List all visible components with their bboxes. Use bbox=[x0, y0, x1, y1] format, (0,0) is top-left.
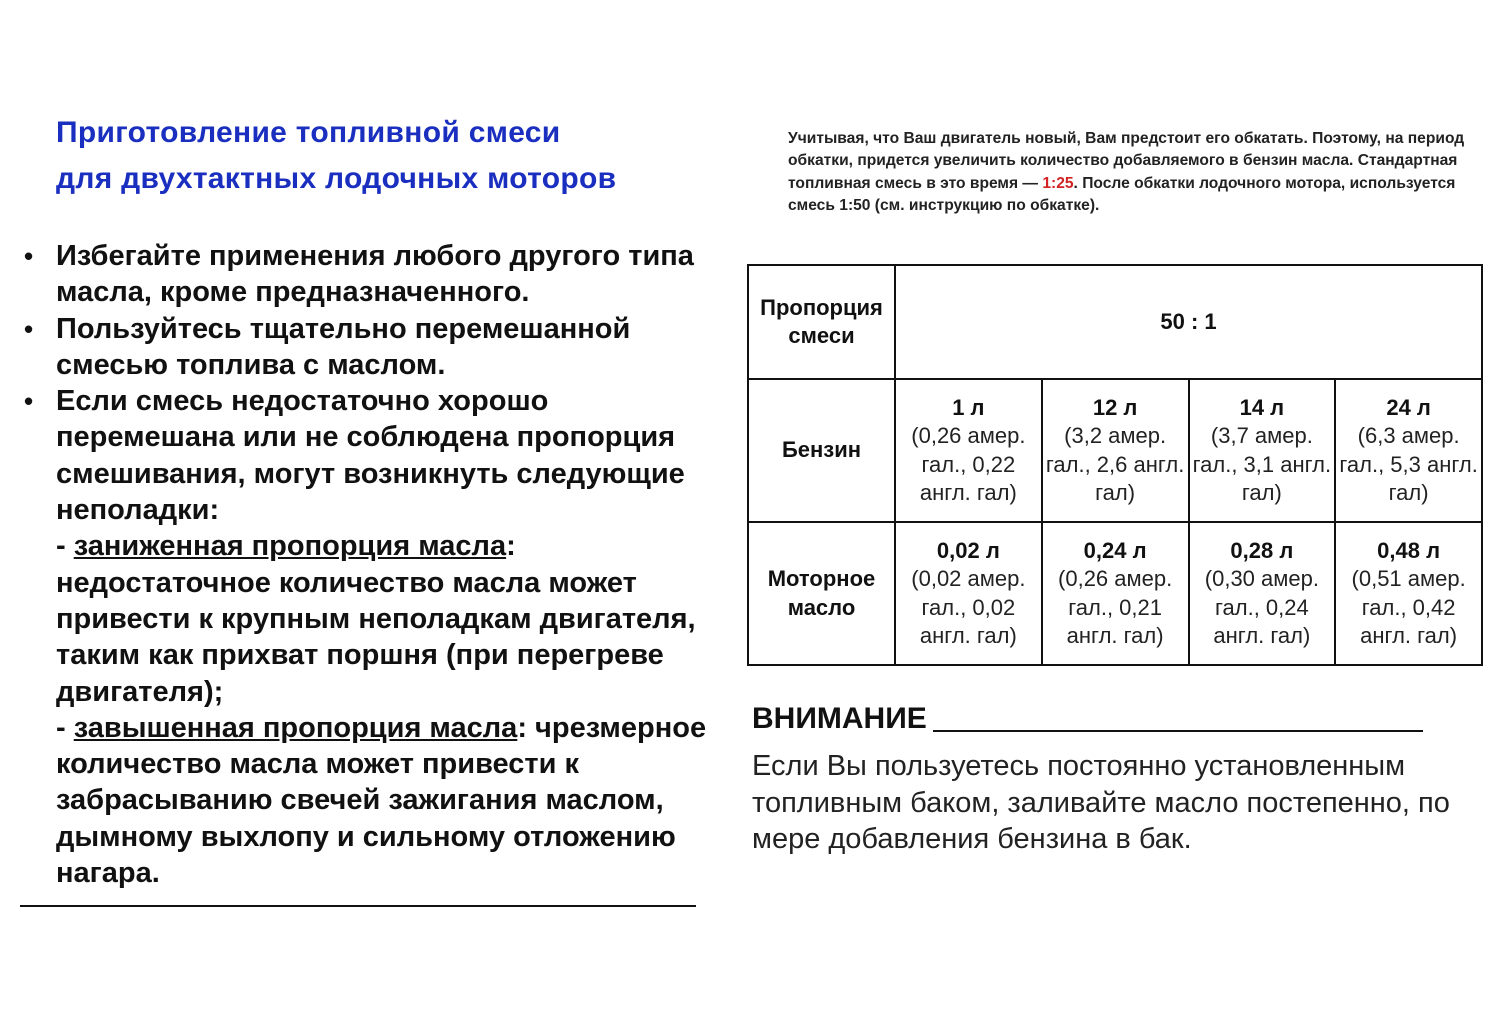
fuel-volume: 14 л bbox=[1239, 394, 1285, 420]
recommendations-list bbox=[24, 238, 724, 891]
table-cell bbox=[1189, 522, 1336, 665]
warning-heading bbox=[752, 700, 1442, 738]
fuel-detail: (3,2 амер. гал., 2,6 англ. гал) bbox=[1045, 423, 1185, 505]
warning-text: Если Вы пользуетесь постоянно установленным топливным баком, заливайте масло постепенно, по мере добавления бензина в бак. bbox=[752, 750, 1450, 855]
oil-volume: 0,24 л bbox=[1083, 537, 1147, 563]
table-row bbox=[748, 522, 1482, 665]
high-oil-label: завышенная пропорция масла bbox=[73, 711, 518, 744]
oil-volume: 0,48 л bbox=[1377, 537, 1441, 563]
fuel-volume: 12 л bbox=[1092, 394, 1138, 420]
fuel-volume: 1 л bbox=[952, 394, 985, 420]
title-line-2: для двухтактных лодочных моторов bbox=[56, 162, 617, 195]
table-cell bbox=[1042, 379, 1189, 522]
oil-volume: 0,28 л bbox=[1230, 537, 1294, 563]
fuel-detail: (0,26 амер. гал., 0,22 англ. гал) bbox=[911, 423, 1026, 505]
bullet-text-problems-intro: Если смесь недостаточно хорошо перемешана или не соблюдена пропорция смешивания, могут возникнуть следующие неполадки: bbox=[56, 385, 685, 527]
oil-detail: (0,02 амер. гал., 0,02 англ. гал) bbox=[911, 566, 1026, 648]
low-oil-label: заниженная пропорция масла bbox=[73, 530, 507, 563]
table-cell bbox=[1042, 522, 1189, 665]
page-title bbox=[56, 110, 736, 202]
oil-label-cell: Моторное масло bbox=[748, 522, 895, 665]
ratio-label-cell: Пропорция смеси bbox=[748, 265, 895, 379]
oil-volume: 0,02 л bbox=[936, 537, 1000, 563]
warning-title: ВНИМАНИЕ bbox=[752, 702, 927, 735]
fuel-detail: (6,3 амер. гал., 5,3 англ. гал) bbox=[1339, 423, 1478, 505]
break-in-intro bbox=[788, 128, 1478, 217]
section-divider bbox=[20, 905, 696, 907]
oil-detail: (0,51 амер. гал., 0,42 англ. гал) bbox=[1351, 566, 1466, 648]
high-oil-text: чрезмерное количество масла может привести к забрасыванию свечей зажигания маслом, дымному выхлопу и сильному отложению нагара. bbox=[56, 711, 707, 890]
list-item bbox=[24, 311, 724, 384]
title-line-1: Приготовление топливной смеси bbox=[56, 116, 561, 149]
table-cell bbox=[895, 379, 1042, 522]
fuel-mix-table bbox=[747, 264, 1483, 666]
oil-detail: (0,30 амер. гал., 0,24 англ. гал) bbox=[1204, 566, 1319, 648]
fuel-volume: 24 л bbox=[1386, 394, 1431, 420]
table-row bbox=[748, 379, 1482, 522]
low-oil-text: недостаточное количество масла может привести к крупным неполадкам двигателя, таким как прихват поршня (при перегреве двигателя); bbox=[56, 566, 696, 708]
table-row bbox=[748, 265, 1482, 379]
list-item bbox=[24, 238, 724, 311]
table-cell bbox=[895, 522, 1042, 665]
fuel-label-cell: Бензин bbox=[748, 379, 895, 522]
list-item: • Если смесь недостаточно хорошо перемешана или не соблюдена пропорция смешивания, могут возникнуть следующие неполадки: - заниженная пропорция масла: недостаточное количество масла может привести к крупным неполадкам двигателя, таким как прихват поршня (при перегреве двигателя); - завышенная пропорция масла: чрезмерное количество масла может привести к забрасыванию свечей зажигания маслом, дымному выхлопу и сильному отложению нагара. bbox=[24, 383, 724, 891]
fuel-detail: (3,7 амер. гал., 3,1 англ. гал) bbox=[1192, 423, 1332, 505]
table-cell bbox=[1335, 522, 1482, 665]
bullet-text-oil-type: Избегайте применения любого другого типа масла, кроме предназначенного. bbox=[56, 240, 694, 309]
ratio-value-cell: 50 : 1 bbox=[895, 265, 1482, 379]
table-cell bbox=[1189, 379, 1336, 522]
warning-underline bbox=[933, 730, 1423, 732]
intro-text-1: Учитывая, что Ваш двигатель новый, Вам предстоит его обкатать. Поэтому, на период обкатки, придется увеличить количество добавляемого в бензин масла. Стандартная топливная смесь в это время — bbox=[788, 130, 1465, 192]
table-cell bbox=[1335, 379, 1482, 522]
oil-detail: (0,26 амер. гал., 0,21 англ. гал) bbox=[1058, 566, 1173, 648]
bullet-text-mixed-fuel: Пользуйтесь тщательно перемешанной смесью топлива с маслом. bbox=[56, 312, 631, 381]
intro-text-2: . После обкатки лодочного мотора, используется смесь 1:50 (см. инструкцию по обкатке). bbox=[788, 174, 1456, 214]
break-in-ratio: 1:25 bbox=[1042, 174, 1074, 192]
